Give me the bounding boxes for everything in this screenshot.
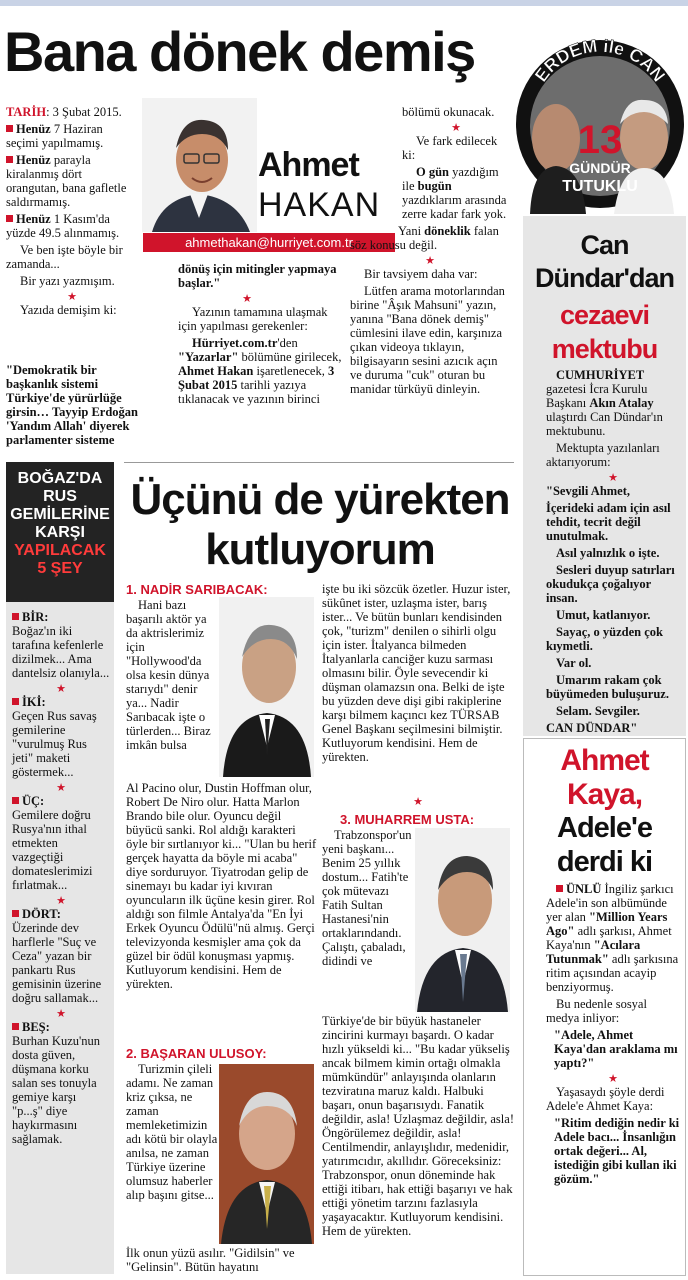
top-col2 [148,262,346,409]
portrait-illustration [415,828,510,1012]
top-strip [0,0,688,6]
list-item: İKİ: Geçen Rus savaş gemilerine "vurulmuş Rus jeti" maketi göstermek... [12,695,97,779]
list-item: DÖRT: Üzerinde dev harflerle "Suç ve Ceza" yazan bir pankartı Rus gemisinin üzerine doğru sallamak... [12,907,102,1005]
can-headline-2: Dündar'dan [535,263,674,293]
quote: "Ritim dediğin nedir ki Adele bacı... İnsanlığın ortak değeri... Al, istediğin gibi kullan iki gözüm." [554,1116,680,1186]
paragraph: Hürriyet.com.tr'den "Yazarlar" bölümüne girilecek, Ahmet Hakan işaretlenecek, 3 Şubat 2015 tarihli yazıya tıklanacak ve yazının birinci [178,336,342,406]
paragraph: Ve ben işte böyle bir zamanda... [6,243,123,271]
can-headline-4: mektubu [551,334,658,364]
can-headline-3: cezaevi [559,300,650,330]
tutuklu-badge [516,28,684,214]
middle-divider [124,462,514,463]
paragraph: Mektupta yazılanları aktarıyorum: [546,441,660,469]
paragraph: Bir tavsiyem daha var: [364,267,478,281]
author-photo [142,98,257,232]
star-separator: ★ [56,895,66,907]
paragraph: Lütfen arama motorlarından birine "Âşık Mahsuni" yazın, yanına "Bana dönek demiş" cümlesini ilave edin, karşınıza çıkan videoya tıklayın, bilgisayarın sesini azıcık açın ve duruma "cuk" oturan bu manidar türküyü dinleyin. [350,284,505,396]
badge-number: 13 [577,118,623,162]
kaya-body [546,882,680,1189]
top-col3 [350,105,510,399]
middle-headline-1: Üçünü de yürekten [130,475,510,524]
paragraph: CUMHURİYET gazetesi İcra Kurulu Başkanı Akın Atalay ulaştırdı Can Dündar'ın mektubunu. [546,368,663,438]
paragraph: Yazının tamamına ulaşmak için yapılması gerekenler: [178,305,328,333]
kaya-headline-2: Kaya, [566,778,643,811]
photo-nadir-saribacak [219,597,314,777]
kaya-headline-1: Ahmet [560,744,649,777]
left-title-line: GEMİLERİNE [10,506,110,523]
letter-line: Sayaç, o yüzden çok kıymetli. [546,625,663,653]
photo-muharrem-usta [415,828,510,1012]
kaya-headline-3: Adele'e [557,812,652,844]
left-title-line: 5 ŞEY [37,560,83,577]
author-last-name: HAKAN [258,186,381,224]
middle-headline-2: kutluyorum [205,525,435,574]
list-item: BİR: Boğaz'ın iki tarafına kefenlerle dizilmek... Ama dantelsiz olanıyla... [12,610,110,680]
portrait-illustration [219,597,314,777]
star-separator: ★ [56,683,66,695]
badge-line1: GÜNDÜR [569,160,631,176]
portrait-illustration [219,1064,314,1244]
paragraph: Bu nedenle sosyal medya inliyor: [546,997,647,1025]
left-title-line: YAPILACAK [14,542,106,559]
paragraph: Ve fark edilecek ki: [402,134,498,162]
paragraph: Bir yazı yazmışım. [20,274,115,288]
letter-line: CAN DÜNDAR" [546,721,638,735]
star-separator: ★ [56,782,66,794]
portrait-illustration [142,98,257,232]
can-body [546,368,680,738]
star-separator: ★ [608,1073,618,1085]
section2-narrow: Turizmin çileli adamı. Ne zaman kriz çıksa, ne zaman memleketimizin adı kötü bir olayla anılsa, ne zaman Türkiye üzerine olumsuz haberler alıp başını gitse... [126,1062,218,1202]
left-title-line: BOĞAZ'DA [17,470,103,487]
section1-head: 1. NADİR SARIBACAK: [126,582,268,597]
star-separator: ★ [413,796,423,808]
star-separator: ★ [242,293,252,305]
author-email[interactable]: ahmethakan@hurriyet.com.tr [143,233,395,252]
paragraph: bölümü okunacak. [402,105,495,119]
paragraph: O gün yazdığım ile bugün yazdıklarım arasında zerre kadar fark yok. [402,165,507,221]
paragraph: Yazıda demişim ki: [20,303,117,317]
can-headline-1: Can [580,230,629,260]
star-separator: ★ [56,1008,66,1020]
letter-line: Selam. Sevgiler. [556,704,640,718]
star-separator: ★ [67,291,77,303]
left-title-line: RUS [43,488,77,505]
middle-col-right-top: işte bu iki sözcük özetler. Huzur ister, sükûnet ister, uzlaşma ister, barış ister... Ve bütün bunları kendisinden çok, "turizm" denilen o sihirli olgu için ister. İtalyanca bilmeden İtalyanlarla canciğer kuzu sarması olmasını bilir. Öyle sevecendir ki düşman olamazsın ona. Belki de işte bu yüzden deve dişi gibi rakiplerine karşı bilmem kaçıncı kez TÜRSAB Genel Başkanı seçilmesini bilmiştir. Kutluyorum kendisini. Hem de yürekten. [322,582,511,764]
top-quote: "Demokratik bir başkanlık sistemi Türkiye'de yürürlüğe girsin… Tayyip Erdoğan 'Yandım Allah' diyerek parlamenter sisteme [6,363,138,447]
badge-arc-text: ERDEM ile CAN [530,35,670,86]
star-separator: ★ [425,255,435,267]
section2-wide: İlk onun yüzü asılır. "Gidilsin" ve "Gelinsin". Bütün hayatını [126,1246,295,1274]
section2-head: 2. BAŞARAN ULUSOY: [126,1046,267,1061]
paragraph: Yani döneklik falan söz konusu değil. [350,224,499,252]
section3-wide: Türkiye'de bir büyük hastaneler zincirini kurmayı başardı. O kadar hızlı yükseldi ki... "Bu kadar yükseliş ancak bilmem kimin ortağı olmakla mümkündür" anlayışında olanların tezviratına maruz kaldı. Halbuki başarı, onun başarısıydı. Fanatik değildir, asla! Uzlaşmaz değildir, asla! Öngörülemez değildir, asla! Centilmendir, anlayışlıdır, medenidir, yatırımcıdır, akıllıdır. Göreceksiniz: Trabzonspor, onun döneminde hak ettiği itibarı, hak ettiği başarıyı ve hak ettiği yönetim tarzını fazlasıyla yaşayacaktır. Kutluyorum kendisini. Hem de yürekten. [322,1014,514,1238]
letter-line: Umut, katlanıyor. [556,608,651,622]
left-box-title [6,462,114,610]
top-col1 [6,105,138,320]
headline-bana-donek: Bana dönek demiş [4,20,475,83]
fact-item: Henüz 1 Kasım'da yüzde 49.5 alınmamış. [6,212,120,240]
left-title-line: KARŞI [35,524,85,541]
section3-head: 3. MUHARREM USTA: [340,812,475,827]
section3-narrow: Trabzonspor'un yeni başkanı... Benim 25 yıllık dostum... Fatih'te çok mütevazı Fatih Sultan Hastanesi'nin ortaklarındandı. Çalıştı, çabaladı, didindi ve [322,828,412,968]
kaya-headline-4: derdi ki [556,846,653,878]
left-items [12,610,110,1149]
badge-line2: TUTUKLU [562,178,638,195]
star-separator: ★ [451,122,461,134]
letter-line: Sesleri duyup satırları okudukça çoğalıyor insan. [546,563,675,605]
section1-wide: Al Pacino olur, Dustin Hoffman olur, Robert De Niro olur. Hatta Marlon Brando bile olur. Oyuncu değil büyücü sanki. Rol aldığı karakteri öyle bir sırtlanıyor ki... "Ulan bu herif gerçek hayatta da böyle mi acaba" diye sorduruyor. Tiyatrodan gelip de sinemayı bu kadar iyi kıvıran oyuncuların ilk üçüne kesin girer. Rol aldığı son filmle Antalya'da "En İyi Erkek Oyuncu Ödülü"nü almış. Gerçi televizyonda kesmişler ama çok da güzel bir ödül konuşması yapmış. Kutluyorum kendisini. Hem de yürekten. [126,781,317,991]
letter-line: "Sevgili Ahmet, [546,484,631,498]
list-item: BEŞ: Burhan Kuzu'nun dosta güven, düşmana korku salan ses tonuyla gemiye karşı "p...ş" diye haykırmasını sağlamak. [12,1020,101,1146]
paragraph: Yaşasaydı şöyle derdi Adele'e Ahmet Kaya: [546,1085,665,1113]
paragraph: ÜNLÜ İngiliz şarkıcı Adele'in son albümünde yer alan "Million Years Ago" adlı şarkısı, Ahmet Kaya'nın "Acılara Tutunmak" adlı şarkısına ritim açısından acayip benziyormuş. [546,882,679,994]
list-item: ÜÇ: Gemilere doğru Rusya'nın ithal etmekten vazgeçtiği domateslerimizi fırlatmak... [12,794,93,892]
letter-line: Umarım rakam çok büyümeden buluşuruz. [546,673,669,701]
star-separator: ★ [608,472,618,484]
fact-item: Henüz 7 Haziran seçimi yapılmamış. [6,122,104,150]
section1-narrow: Hani bazı başarılı aktör ya da aktrislerimiz için "Hollywood'da olsa kesin dünya starıydı" denir ya... Nadir Sarıbacak işte o türlerden... Biraz imkân bulsa [126,598,211,752]
letter-line: Var ol. [556,656,592,670]
dateline: TARİH: 3 Şubat 2015. [6,105,122,119]
fact-item: Henüz parayla kiralanmış dört orangutan, bana gafletle saldırmamış. [6,153,127,209]
author-first-name: Ahmet [258,146,359,184]
quote: "Adele, Ahmet Kaya'dan araklama mı yaptı?" [554,1028,678,1070]
photo-basaran-ulusoy [219,1064,314,1244]
letter-line: Asıl yalnızlık o işte. [556,546,660,560]
letter-line: İçerideki adam için asıl tehdit, tecrit değil unutulmak. [546,501,671,543]
quote-end: dönüş için mitingler yapmaya başlar." [178,262,337,290]
